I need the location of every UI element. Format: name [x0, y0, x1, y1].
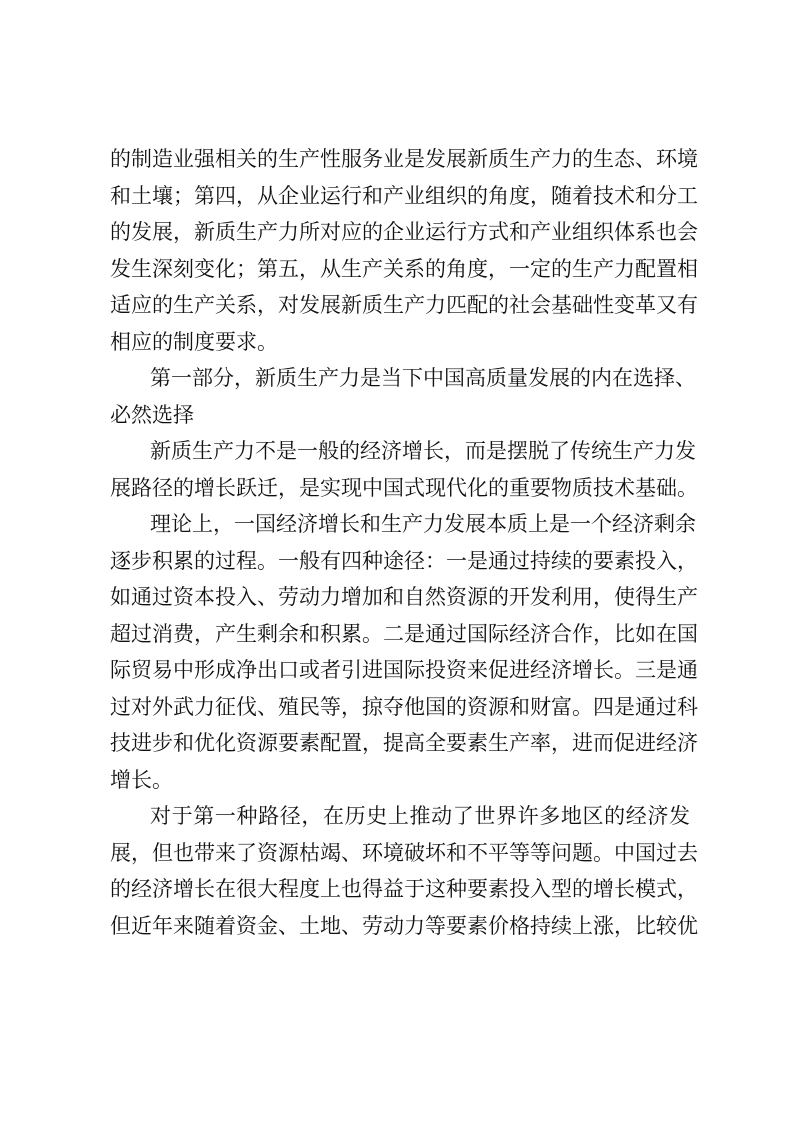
- text-line: 和土壤；第四，从企业运行和产业组织的角度，随着技术和分工: [110, 183, 698, 208]
- paragraph-5: [110, 798, 698, 944]
- text-line: 对于第一种路径，在历史上推动了世界许多地区的经济发: [150, 804, 690, 828]
- text-line: 必然选择: [110, 402, 194, 427]
- text-line: 理论上，一国经济增长和生产力发展本质上是一个经济剩余: [150, 512, 696, 536]
- text-line: 但近年来随着资金、土地、劳动力等要素价格持续上涨，比较优: [110, 913, 698, 938]
- text-line: 的经济增长在很大程度上也得益于这种要素投入型的增长模式，: [110, 877, 698, 901]
- text-line: 适应的生产关系，对发展新质生产力匹配的社会基础性变革又有: [110, 293, 698, 317]
- paragraph-1: [110, 141, 698, 360]
- text-line: 展路径的增长跃迁，是实现中国式现代化的重要物质技术基础。: [110, 475, 698, 500]
- text-line: 超过消费，产生剩余和积累。二是通过国际经济合作，比如在国: [110, 621, 698, 646]
- text-line: 过对外武力征伐、殖民等，掠夺他国的资源和财富。四是通过科: [110, 694, 698, 719]
- text-line: 新质生产力不是一般的经济增长，而是摆脱了传统生产力发: [150, 439, 696, 463]
- text-line: 发生深刻变化；第五，从生产关系的角度，一定的生产力配置相: [110, 256, 698, 281]
- text-line: 增长。: [110, 767, 173, 792]
- text-line: 相应的制度要求。: [110, 329, 278, 354]
- text-line: 际贸易中形成净出口或者引进国际投资来促进经济增长。三是通: [110, 658, 698, 682]
- text-line: 逐步积累的过程。一般有四种途径：一是通过持续的要素投入，: [110, 548, 698, 573]
- paragraph-4: [110, 506, 698, 798]
- text-line: 的制造业强相关的生产性服务业是发展新质生产力的生态、环境: [110, 147, 698, 171]
- body-text: [110, 141, 698, 944]
- text-line: 技进步和优化资源要素配置，提高全要素生产率，进而促进经济: [110, 731, 698, 755]
- text-line: 展，但也带来了资源枯竭、环境破坏和不平等等问题。中国过去: [110, 840, 698, 865]
- text-line: 如通过资本投入、劳动力增加和自然资源的开发利用，使得生产: [110, 585, 698, 609]
- text-line: 第一部分，新质生产力是当下中国高质量发展的内在选择、: [150, 366, 696, 390]
- section-heading-paragraph: [110, 360, 696, 433]
- text-line: 的发展，新质生产力所对应的企业运行方式和产业组织体系也会: [110, 220, 698, 244]
- paragraph-3: [110, 433, 698, 506]
